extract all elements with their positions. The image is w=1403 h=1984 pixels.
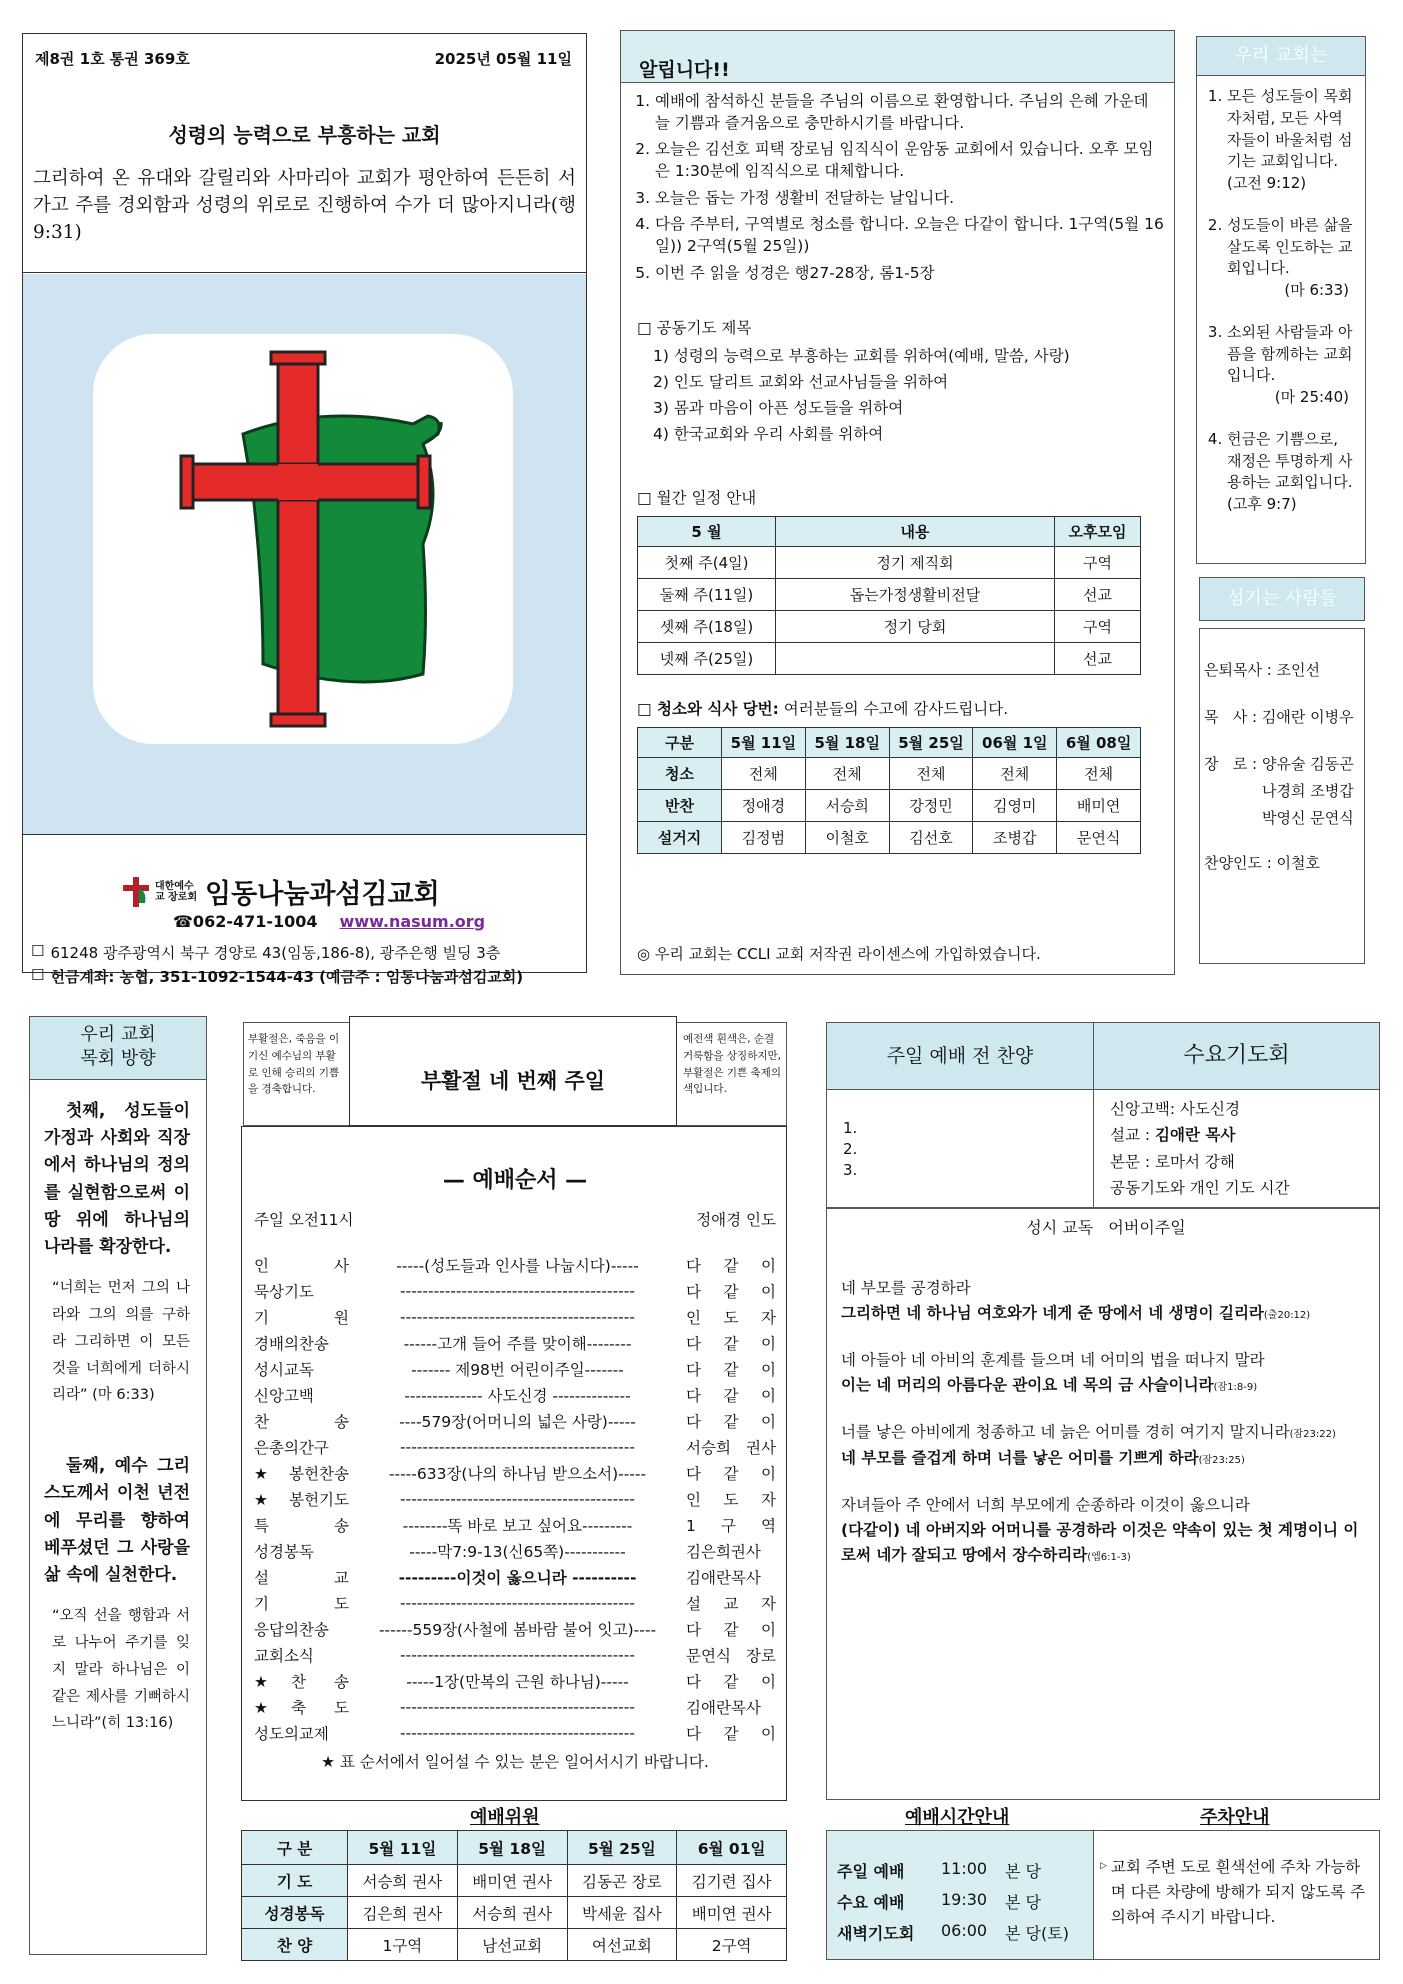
easter-note: 부활절은, 죽음을 이기신 예수님의 부활로 인해 승리의 기쁨을 경축합니다. xyxy=(243,1022,349,1126)
service-name: 주일 예배 xyxy=(837,1862,905,1881)
vision-item xyxy=(1227,429,1357,516)
wednesday-sermon-label: 설교 : xyxy=(1110,1126,1151,1145)
parking-text: 교회 주변 도로 흰색선에 주차 가능하며 다른 차량에 방해가 되지 않도록 주의하여 주시기 바랍니다. xyxy=(1110,1858,1366,1926)
direction-first-quote: “너희는 먼저 그의 나라와 그의 의를 구하라 그리하면 이 모든 것을 너희에게 더하시리라” (마 6:33) xyxy=(52,1280,190,1404)
order-item-detail: -----(성도들과 인사를 나눕시다)----- xyxy=(396,1257,639,1275)
committee-cell: 성경봉독 xyxy=(242,1897,348,1929)
duty-cell: 정애경 xyxy=(722,789,806,821)
sunday-title: 부활절 네 번째 주일 xyxy=(349,1016,677,1126)
church-phone: ☎062-471-1004 xyxy=(173,912,318,931)
monthly-cell: 정기 제직회 xyxy=(776,546,1055,578)
duty-cell: 전체 xyxy=(805,757,889,789)
order-item-person: 다 같 이 xyxy=(686,1335,776,1353)
praise-slot: 3. xyxy=(843,1161,858,1179)
duty-header: 6월 08일 xyxy=(1057,727,1141,757)
service-time-row xyxy=(837,1859,1093,1882)
order-item-label: 교회소식 xyxy=(254,1647,314,1665)
order-item-detail: ------고개 들어 주를 맞이해-------- xyxy=(403,1335,632,1353)
monthly-cell: 넷째 주(25일) xyxy=(638,642,776,674)
psalm-ref: (잠1:8-9) xyxy=(1213,1382,1258,1394)
prayer-item: 1) 성령의 능력으로 부흥하는 교회를 위하여(예배, 말씀, 사랑) xyxy=(653,346,1070,365)
order-item-label: 은총의간구 xyxy=(254,1439,329,1457)
liturgical-note: 예전색 흰색은, 순결 거룩함을 상징하지만, 부활절은 기쁜 축제의 색입니다. xyxy=(677,1022,787,1126)
order-item-detail: ------------------------------------------ xyxy=(400,1698,635,1716)
notice-item: 3. 오늘은 돕는 가정 생활비 전달하는 날입니다. xyxy=(655,188,1168,210)
duty-cell: 강정민 xyxy=(889,789,973,821)
order-row xyxy=(254,1694,776,1720)
cover-verse: 그리하여 온 유대와 갈릴리와 사마리아 교회가 평안하여 든든히 서 가고 주를 경외함과 성령의 위로로 진행하여 수가 더 많아지니라(행9:31) xyxy=(33,168,576,243)
psalm-line xyxy=(841,1373,1371,1398)
praise-before-panel xyxy=(826,1090,1094,1208)
wednesday-panel xyxy=(1094,1090,1380,1208)
duty-cell: 김정범 xyxy=(722,821,806,853)
service-name: 수요 예배 xyxy=(837,1893,905,1912)
order-item-person: 인 도 자 xyxy=(686,1309,776,1327)
order-item-person: 김애란목사 xyxy=(686,1569,761,1587)
church-brand xyxy=(123,872,440,911)
order-item-label: 성도의교제 xyxy=(254,1725,329,1743)
order-row xyxy=(254,1616,776,1642)
servant-elders xyxy=(1200,727,1364,828)
monthly-cell: 둘째 주(11일) xyxy=(638,578,776,610)
psalm-line xyxy=(841,1348,1371,1373)
order-item-person: 설 교 자 xyxy=(686,1595,776,1613)
monthly-cell xyxy=(776,642,1055,674)
order-item-person: 김애란목사 xyxy=(686,1699,761,1717)
issue-header xyxy=(23,34,586,69)
monthly-cell: 셋째 주(18일) xyxy=(638,610,776,642)
cover-art xyxy=(23,274,586,834)
committee-cell: 김동곤 장로 xyxy=(567,1865,677,1897)
order-item-detail: -----막7:9-13(신65쪽)----------- xyxy=(409,1543,626,1561)
order-row xyxy=(254,1460,776,1486)
committee-cell: 김기련 집사 xyxy=(677,1865,787,1897)
service-leader: 정애경 인도 xyxy=(696,1211,776,1229)
order-row xyxy=(254,1434,776,1460)
duty-thanks: 여러분들의 수고에 감사드립니다. xyxy=(783,699,1009,718)
order-item-detail: ------------------------------------------ xyxy=(400,1594,635,1612)
address-line xyxy=(31,942,500,963)
servant-praise: 찬양인도 : 이철호 xyxy=(1204,854,1321,872)
duty-header: 5월 11일 xyxy=(722,727,806,757)
order-list xyxy=(254,1252,776,1746)
psalm-line xyxy=(841,1493,1371,1518)
wednesday-sermon xyxy=(1110,1122,1379,1148)
service-hour: 11:00 xyxy=(941,1859,988,1878)
order-item-label: 묵상기도 xyxy=(254,1283,314,1301)
ccli-note: ◎ 우리 교회는 CCLI 교회 저작권 라이센스에 가입하였습니다. xyxy=(637,945,1041,963)
order-item-person: 다 같 이 xyxy=(686,1673,776,1691)
account-line xyxy=(31,966,523,987)
church-address: 61248 광주광역시 북구 경양로 43(임동,186-8), 광주은행 빌딩 3층 xyxy=(50,944,501,962)
psalm-text: 너를 낳은 아비에게 청종하고 네 늙은 어미를 경히 여기지 말지니라 xyxy=(841,1423,1290,1442)
psalm-line xyxy=(841,1420,1371,1445)
committee-cell: 서승희 권사 xyxy=(348,1865,458,1897)
notice-item: 4. 다음 주부터, 구역별로 청소를 합니다. 오늘은 다같이 합니다. 1구역(5월 16일)) 2구역(5월 25일)) xyxy=(655,214,1168,257)
wednesday-creed: 신앙고백: 사도신경 xyxy=(1110,1100,1240,1118)
order-row xyxy=(254,1356,776,1382)
duty-cell: 청소 xyxy=(638,757,722,789)
psalm-line xyxy=(841,1518,1371,1568)
order-item-label: 신앙고백 xyxy=(254,1387,314,1405)
committee-cell: 2구역 xyxy=(677,1929,787,1961)
order-item-label: 기 도 xyxy=(254,1595,349,1613)
duty-header: 5월 25일 xyxy=(889,727,973,757)
duty-heading xyxy=(621,675,1174,727)
committee-cell: 박세윤 집사 xyxy=(567,1897,677,1929)
order-item-person: 다 같 이 xyxy=(686,1725,776,1743)
monthly-cell: 돕는가정생활비전달 xyxy=(776,578,1055,610)
service-place: 본 당 xyxy=(1005,1862,1041,1881)
vision-panel xyxy=(1196,76,1366,564)
committee-header: 5월 18일 xyxy=(457,1831,567,1865)
order-item-label: 특 송 xyxy=(254,1517,349,1535)
vision-text: 소외된 사람들과 아픔을 함께하는 교회입니다. xyxy=(1227,322,1353,385)
order-row xyxy=(254,1486,776,1512)
committee-cell: 배미연 권사 xyxy=(677,1897,787,1929)
service-place: 본 당 xyxy=(1005,1893,1041,1912)
order-item-person: 다 같 이 xyxy=(686,1465,776,1483)
order-item-person: 김은희권사 xyxy=(686,1543,761,1561)
committee-header: 구 분 xyxy=(242,1831,348,1865)
order-item-detail: ------559장(사철에 봄바람 불어 잇고)---- xyxy=(378,1621,657,1639)
committee-cell: 1구역 xyxy=(348,1929,458,1961)
committee-table xyxy=(241,1830,787,1961)
order-item-person: 다 같 이 xyxy=(686,1257,776,1275)
wednesday-text: 본문 : 로마서 강해 xyxy=(1110,1152,1235,1171)
notice-panel xyxy=(620,30,1175,975)
order-item-label: 찬 송 xyxy=(254,1413,349,1431)
checkbox-icon: ☐ xyxy=(31,966,45,984)
order-meta xyxy=(254,1208,776,1230)
cross-logo xyxy=(93,334,513,744)
times-panel xyxy=(826,1830,1094,1960)
church-website[interactable]: www.nasum.org xyxy=(339,912,486,931)
order-item-label: 설 교 xyxy=(254,1569,349,1587)
monthly-header: 내용 xyxy=(776,516,1055,546)
church-account: 헌금계좌: 농협, 351-1092-1544-43 (예금주 : 임동나눔과섬김교회) xyxy=(50,968,524,986)
contact-line xyxy=(173,912,485,931)
direction-first: 첫째, 성도들이 가정과 사회와 직장에서 하나님의 정의를 실현함으로써 이 땅 위에 하나님의 나라를 확장한다. xyxy=(44,1101,190,1257)
psalm-line xyxy=(841,1301,1371,1326)
elder-names: 나경희 조병갑 xyxy=(1262,782,1354,800)
committee-cell: 찬 양 xyxy=(242,1929,348,1961)
vision-item xyxy=(1227,215,1357,302)
order-row xyxy=(254,1304,776,1330)
duty-cell: 이철호 xyxy=(805,821,889,853)
vision-item xyxy=(1227,322,1357,409)
order-item-detail: ------------------------------------------ xyxy=(400,1308,635,1326)
duty-cell: 문연식 xyxy=(1057,821,1141,853)
order-item-person: 인 도 자 xyxy=(686,1491,776,1509)
order-row xyxy=(254,1512,776,1538)
duty-header: 06월 1일 xyxy=(973,727,1057,757)
service-time-row xyxy=(837,1921,1093,1944)
notice-item: 5. 이번 주 읽을 성경은 행27-28장, 롬1-5장 xyxy=(655,263,1168,285)
duty-title: □ 청소와 식사 당번: xyxy=(637,699,779,718)
order-item-label: 기 원 xyxy=(254,1309,349,1327)
vision-list xyxy=(1197,76,1365,516)
church-name: 임동나눔과섬김교회 xyxy=(205,879,440,910)
order-item-detail: ------------------------------------------ xyxy=(400,1724,635,1742)
psalm-panel xyxy=(826,1208,1380,1800)
duty-header: 구분 xyxy=(638,727,722,757)
order-item-person: 다 같 이 xyxy=(686,1387,776,1405)
order-item-detail: --------똑 바로 보고 싶어요--------- xyxy=(402,1517,633,1535)
praise-slot: 2. xyxy=(843,1140,858,1158)
vision-item xyxy=(1227,86,1357,195)
order-item-person: 서승희 권사 xyxy=(686,1439,776,1457)
direction-second: 둘째, 예수 그리스도께서 이천 년전에 무리를 향하여 베푸셨던 그 사랑을 삶 속에 실천한다. xyxy=(44,1456,190,1585)
elder-names: 양유술 김동곤 xyxy=(1262,755,1354,773)
psalm-text-bold: 이는 네 머리의 아름다운 관이요 네 목의 금 사슬이니라 xyxy=(841,1376,1214,1395)
order-item-person: 다 같 이 xyxy=(686,1621,776,1639)
order-item-label: 응답의찬송 xyxy=(254,1621,329,1639)
order-item-person: 문연식 장로 xyxy=(686,1647,776,1665)
monthly-title: □ 월간 일정 안내 xyxy=(637,488,757,507)
duty-cell: 전체 xyxy=(722,757,806,789)
psalm-text-bold: (다같이) 네 아버지와 어머니를 공경하라 이것은 약속이 있는 첫 계명이니 이로써 네가 잘되고 땅에서 장수하리라 xyxy=(841,1520,1359,1564)
order-item-person: 다 같 이 xyxy=(686,1283,776,1301)
duty-cell: 서승희 xyxy=(805,789,889,821)
time-rows xyxy=(837,1859,1093,1944)
psalm-line xyxy=(841,1446,1371,1471)
vision-text: 모든 성도들이 목회자처럼, 모든 사역자들이 바울처럼 섬기는 교회입니다.(고전 9:12) xyxy=(1227,87,1353,192)
committee-cell: 여선교회 xyxy=(567,1929,677,1961)
order-item-detail: ------------------------------------------ xyxy=(400,1282,635,1300)
committee-cell: 기 도 xyxy=(242,1865,348,1897)
monthly-header: 5 월 xyxy=(638,516,776,546)
direction-second-quote: “오직 선을 행함과 서로 나누어 주기를 잊지 말라 하나님은 이 같은 제사를 기뻐하시느니라”(히 13:16) xyxy=(52,1608,190,1732)
order-row xyxy=(254,1668,776,1694)
wednesday-prayer: 공동기도와 개인 기도 시간 xyxy=(1110,1179,1290,1198)
order-row xyxy=(254,1564,776,1590)
small-cross-icon xyxy=(123,877,149,907)
order-item-label: 성경봉독 xyxy=(254,1543,314,1561)
psalm-text-bold: 네 부모를 즐겁게 하며 너를 낳은 어미를 기쁘게 하라 xyxy=(841,1448,1199,1467)
monthly-header: 오후모임 xyxy=(1055,516,1141,546)
duty-cell: 전체 xyxy=(1057,757,1141,789)
monthly-cell: 구역 xyxy=(1055,610,1141,642)
order-title: — 예배순서 — xyxy=(442,1168,588,1193)
servants-panel xyxy=(1199,628,1365,964)
order-item-detail: -----1장(만복의 근원 하나님)----- xyxy=(406,1673,629,1691)
committee-header: 5월 11일 xyxy=(348,1831,458,1865)
psalm-text: 네 부모를 공경하라 xyxy=(841,1279,971,1297)
triangle-icon: ▷ xyxy=(1100,1861,1107,1871)
order-item-label: 성시교독 xyxy=(254,1361,314,1379)
service-place: 본 당(토) xyxy=(1005,1924,1069,1943)
duty-cell: 김영미 xyxy=(973,789,1057,821)
duty-cell: 반찬 xyxy=(638,789,722,821)
order-item-label: 경배의찬송 xyxy=(254,1335,329,1353)
duty-cell: 전체 xyxy=(973,757,1057,789)
order-item-detail: -----633장(나의 하나님 받으소서)----- xyxy=(388,1465,647,1483)
committee-cell: 배미연 권사 xyxy=(457,1865,567,1897)
wednesday-title: 수요기도회 xyxy=(1094,1022,1380,1090)
order-item-label: 인 사 xyxy=(254,1257,349,1275)
denomination-label: 대한예수교 장로회 xyxy=(155,880,198,903)
service-hour: 06:00 xyxy=(941,1921,988,1940)
monthly-cell: 선교 xyxy=(1055,578,1141,610)
service-time-row xyxy=(837,1890,1093,1913)
vision-text: 헌금은 기쁨으로, 재정은 투명하게 사용하는 교회입니다. (고후 9:7) xyxy=(1227,429,1353,513)
psalm-title: 성시 교독 어버이주일 xyxy=(1026,1218,1186,1237)
prayer-item: 4) 한국교회와 우리 사회를 위하여 xyxy=(653,424,884,443)
prayer-title: □ 공동기도 제목 xyxy=(637,318,752,337)
duty-cell: 설거지 xyxy=(638,821,722,853)
order-footnote: ★ 표 순서에서 일어설 수 있는 분은 일어서시기 바랍니다. xyxy=(321,1753,709,1771)
servants-title: 섬기는 사람들 xyxy=(1199,577,1365,621)
times-title: 예배시간안내 xyxy=(905,1807,1010,1828)
worship-order-panel xyxy=(241,1126,787,1801)
order-row xyxy=(254,1278,776,1304)
issue-volume: 제8권 1호 통권 369호 xyxy=(35,50,190,68)
service-hour: 19:30 xyxy=(941,1890,988,1909)
cross-icon xyxy=(93,334,513,744)
psalm-ref: (잠23:22) xyxy=(1289,1429,1336,1441)
monthly-table xyxy=(637,516,1141,675)
vision-title: 우리 교회는 xyxy=(1196,36,1366,76)
psalm-ref: (잠23:25) xyxy=(1198,1454,1245,1466)
duty-cell: 조병갑 xyxy=(973,821,1057,853)
vision-ref: (마 25:40) xyxy=(1274,388,1349,406)
psalm-ref: (출20:12) xyxy=(1263,1310,1311,1322)
order-row xyxy=(254,1330,776,1356)
notice-item: 1. 예배에 참석하신 분들을 주님의 이름으로 환영합니다. 주님의 은혜 가운데 늘 기쁨과 즐거움으로 충만하시기를 바랍니다. xyxy=(655,91,1168,134)
order-item-label: ★찬 송 xyxy=(254,1673,349,1691)
servant-pastor: 목 사 : 김애란 이병우 xyxy=(1204,708,1354,726)
service-time: 주일 오전11시 xyxy=(254,1211,354,1229)
prayer-item: 2) 인도 달리트 교회와 선교사님들을 위하여 xyxy=(653,372,949,391)
cover-panel xyxy=(22,33,587,986)
psalm-ref: (엡6:1-3) xyxy=(1087,1551,1131,1563)
psalm-line xyxy=(841,1276,1371,1301)
praise-slot: 1. xyxy=(843,1119,858,1137)
notice-list xyxy=(621,83,1174,285)
praise-before-title: 주일 예배 전 찬양 xyxy=(826,1022,1094,1090)
direction-title: 우리 교회 목회 방향 xyxy=(29,1016,207,1080)
order-item-detail: ------------------------------------------ xyxy=(400,1438,635,1456)
duty-cell: 김선호 xyxy=(889,821,973,853)
vision-ref: (마 6:33) xyxy=(1284,281,1349,299)
monthly-cell: 선교 xyxy=(1055,642,1141,674)
vision-text: 성도들이 바른 삶을 살도록 인도하는 교회입니다. xyxy=(1227,215,1353,278)
order-row xyxy=(254,1642,776,1668)
psalm-lines xyxy=(841,1276,1371,1568)
committee-header: 5월 25일 xyxy=(567,1831,677,1865)
order-item-detail: ----579장(어머니의 넓은 사랑)----- xyxy=(399,1413,636,1431)
committee-cell: 서승희 권사 xyxy=(457,1897,567,1929)
psalm-text: 자녀들아 주 안에서 너희 부모에게 순종하라 이것이 옳으니라 xyxy=(841,1495,1250,1514)
order-item-detail: ---------이것이 옳으니라 ---------- xyxy=(398,1569,637,1587)
psalm-text: 네 아들아 네 아비의 훈계를 들으며 네 어미의 법을 떠나지 말라 xyxy=(841,1351,1265,1370)
duty-cell: 배미연 xyxy=(1057,789,1141,821)
church-motto: 성령의 능력으로 부흥하는 교회 xyxy=(168,123,441,147)
service-name: 새벽기도회 xyxy=(837,1924,915,1943)
checkbox-icon: ☐ xyxy=(31,942,45,960)
notice-title: 알립니다!! xyxy=(621,31,1174,83)
committee-cell: 김은희 권사 xyxy=(348,1897,458,1929)
elder-names: 박영신 문연식 xyxy=(1262,809,1354,827)
order-item-detail: ------------------------------------------ xyxy=(400,1646,635,1664)
issue-date: 2025년 05월 11일 xyxy=(434,50,572,68)
monthly-cell: 정기 당회 xyxy=(776,610,1055,642)
elders-label: 장 로 : xyxy=(1204,755,1258,773)
order-row xyxy=(254,1252,776,1278)
order-item-label: ★봉헌찬송 xyxy=(254,1465,349,1483)
order-item-detail: -------------- 사도신경 -------------- xyxy=(404,1387,631,1405)
duty-table xyxy=(637,727,1141,854)
notice-item: 2. 오늘은 김선호 피택 장로님 임직식이 운암동 교회에서 있습니다. 오후 모임은 1:30분에 임직식으로 대체합니다. xyxy=(655,139,1168,182)
committee-header: 6월 01일 xyxy=(677,1831,787,1865)
parking-title: 주차안내 xyxy=(1200,1807,1270,1828)
parking-panel xyxy=(1094,1830,1380,1960)
committee-cell: 남선교회 xyxy=(457,1929,567,1961)
direction-panel xyxy=(29,1080,207,1955)
order-item-label: ★봉헌기도 xyxy=(254,1491,349,1509)
wednesday-preacher: 김애란 목사 xyxy=(1155,1126,1236,1145)
order-row xyxy=(254,1720,776,1746)
duty-header: 5월 18일 xyxy=(805,727,889,757)
order-row xyxy=(254,1538,776,1564)
order-item-person: 다 같 이 xyxy=(686,1413,776,1431)
monthly-cell: 구역 xyxy=(1055,546,1141,578)
psalm-text-bold: 그리하면 네 하나님 여호와가 네게 준 땅에서 네 생명이 길리라 xyxy=(841,1304,1264,1323)
servant-retired: 은퇴목사 : 조인선 xyxy=(1204,661,1321,679)
duty-cell: 전체 xyxy=(889,757,973,789)
prayer-item: 3) 몸과 마음이 아픈 성도들을 위하여 xyxy=(653,398,904,417)
order-item-detail: ------------------------------------------ xyxy=(400,1490,635,1508)
order-item-detail: ------- 제98번 어린이주일------- xyxy=(411,1361,624,1379)
prayer-section xyxy=(621,290,1174,444)
order-item-label: ★축 도 xyxy=(254,1699,349,1717)
order-row xyxy=(254,1590,776,1616)
order-item-person: 다 같 이 xyxy=(686,1361,776,1379)
committee-title: 예배위원 xyxy=(470,1807,540,1828)
order-row xyxy=(254,1408,776,1434)
monthly-cell: 첫째 주(4일) xyxy=(638,546,776,578)
order-row xyxy=(254,1382,776,1408)
order-item-person: 1 구 역 xyxy=(686,1517,776,1535)
